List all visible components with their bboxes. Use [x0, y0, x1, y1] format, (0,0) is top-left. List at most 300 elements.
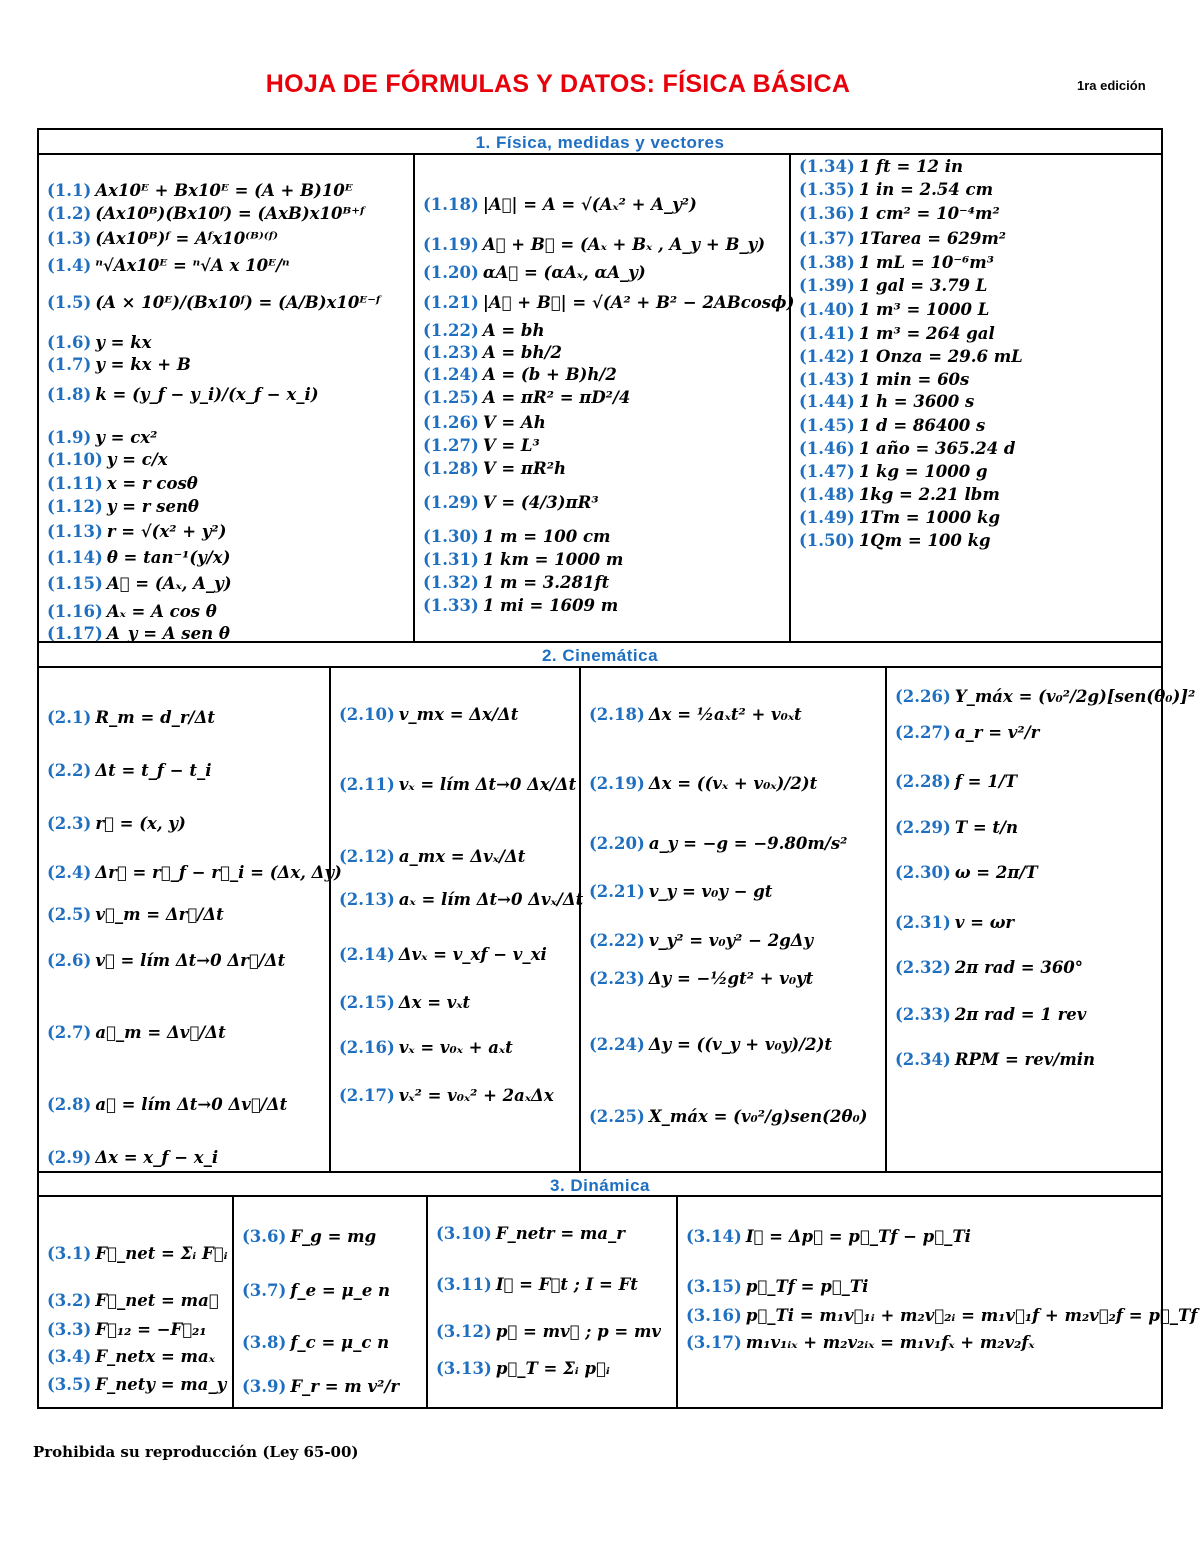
- section-1-col-1: [39, 155, 415, 641]
- formula-row: [47, 1023, 226, 1042]
- formula-number: (1.9): [47, 428, 92, 447]
- formula-row: [339, 847, 525, 866]
- formula-number: (1.33): [423, 596, 479, 615]
- formula-number: (1.36): [799, 204, 855, 223]
- formula-expression: v⃗ = lím Δt→0 Δr⃗/Δt: [95, 951, 286, 970]
- formula-row: [47, 708, 215, 727]
- formula-number: (1.3): [47, 229, 92, 248]
- formula-number: (2.12): [339, 847, 395, 866]
- formula-row: [339, 993, 470, 1012]
- formula-expression: v⃗_m = Δr⃗/Δt: [95, 905, 224, 924]
- formula-row: [47, 1375, 226, 1394]
- formula-expression: 1Tm = 1000 kg: [858, 508, 1000, 527]
- formula-number: (2.21): [589, 882, 645, 901]
- formula-number: (1.15): [47, 574, 103, 593]
- formula-row: [242, 1377, 399, 1396]
- formula-number: (3.14): [686, 1227, 742, 1246]
- formula-expression: T = t/n: [954, 818, 1019, 837]
- formula-expression: |A⃗| = A = √(Aₓ² + A_y²): [482, 195, 697, 214]
- formula-number: (1.31): [423, 550, 479, 569]
- formula-expression: 2π rad = 1 rev: [954, 1005, 1087, 1024]
- formula-number: (1.25): [423, 388, 479, 407]
- formula-expression: a_mx = Δvₓ/Δt: [398, 847, 526, 866]
- formula-row: [895, 723, 1039, 742]
- section-3-col-1: [39, 1197, 234, 1409]
- formula-number: (1.35): [799, 180, 855, 199]
- formula-number: (2.33): [895, 1005, 951, 1024]
- formula-expression: 1 m³ = 264 gal: [858, 324, 995, 343]
- formula-expression: vₓ = v₀ₓ + aₓt: [398, 1038, 513, 1057]
- formula-row: [589, 882, 772, 901]
- section-2-col-2: [331, 668, 584, 1171]
- formula-number: (3.3): [47, 1320, 92, 1339]
- formula-expression: A⃗ + B⃗ = (Aₓ + Bₓ , A_y + B_y): [482, 235, 766, 254]
- formula-expression: 1 d = 86400 s: [858, 416, 986, 435]
- formula-number: (3.13): [436, 1359, 492, 1378]
- formula-expression: A⃗ = (Aₓ, A_y): [106, 574, 232, 593]
- formula-row: [799, 392, 974, 411]
- section-2-col-4: [887, 668, 1196, 1171]
- formula-row: [242, 1281, 390, 1300]
- formula-number: (1.42): [799, 347, 855, 366]
- formula-number: (1.19): [423, 235, 479, 254]
- formula-row: [47, 355, 191, 374]
- formula-row: [47, 602, 217, 621]
- formula-row: [799, 276, 987, 295]
- formula-expression: v_y² = v₀y² − 2gΔy: [648, 931, 814, 950]
- formula-number: (1.1): [47, 181, 92, 200]
- formula-row: [47, 951, 285, 970]
- formula-row: [47, 761, 212, 780]
- formula-expression: Δy = ((v_y + v₀y)/2)t: [648, 1035, 833, 1054]
- formula-expression: 1Qm = 100 kg: [858, 531, 991, 550]
- footer-note: Prohibida su reproducción (Ley 65-00): [33, 1443, 359, 1461]
- formula-number: (2.29): [895, 818, 951, 837]
- formula-number: (1.45): [799, 416, 855, 435]
- formula-row: [47, 229, 278, 248]
- formula-row: [686, 1227, 971, 1246]
- section-3-col-4: [678, 1197, 1198, 1409]
- formula-expression: 1 h = 3600 s: [858, 392, 975, 411]
- formula-sheet: [37, 128, 1198, 1409]
- formula-number: (3.12): [436, 1322, 492, 1341]
- formula-number: (1.49): [799, 508, 855, 527]
- formula-row: [589, 1107, 868, 1126]
- formula-row: [686, 1333, 1035, 1352]
- formula-number: (3.2): [47, 1291, 92, 1310]
- formula-number: (2.31): [895, 913, 951, 932]
- formula-expression: y = cx²: [95, 428, 158, 447]
- formula-row: [895, 687, 1195, 706]
- formula-number: (2.20): [589, 834, 645, 853]
- formula-expression: 2π rad = 360°: [954, 958, 1084, 977]
- formula-row: [423, 293, 794, 312]
- formula-expression: 1 m = 3.281ft: [482, 573, 610, 592]
- formula-expression: 1 mi = 1609 m: [482, 596, 619, 615]
- formula-expression: Ax10ᴱ + Bx10ᴱ = (A + B)10ᴱ: [95, 181, 353, 200]
- formula-number: (2.14): [339, 945, 395, 964]
- formula-row: [799, 531, 991, 550]
- formula-row: [799, 253, 994, 272]
- formula-number: (1.50): [799, 531, 855, 550]
- formula-expression: A = bh/2: [482, 343, 562, 362]
- formula-row: [423, 388, 630, 407]
- formula-expression: F_r = m v²/r: [290, 1377, 400, 1396]
- formula-number: (1.47): [799, 462, 855, 481]
- formula-number: (2.34): [895, 1050, 951, 1069]
- formula-row: [47, 522, 226, 541]
- formula-number: (2.11): [339, 775, 395, 794]
- formula-row: [47, 905, 224, 924]
- formula-expression: 1 km = 1000 m: [482, 550, 624, 569]
- formula-expression: vₓ = lím Δt→0 Δx/Δt: [398, 775, 577, 794]
- formula-row: [799, 485, 1000, 504]
- section-1-col-2: [415, 155, 795, 641]
- formula-number: (1.44): [799, 392, 855, 411]
- section-3-col-3: [428, 1197, 678, 1409]
- section-2-title: 2. Cinemática: [39, 641, 1161, 668]
- formula-number: (2.32): [895, 958, 951, 977]
- formula-expression: y = kx + B: [95, 355, 191, 374]
- formula-row: [895, 863, 1038, 882]
- formula-number: (3.9): [242, 1377, 287, 1396]
- formula-number: (1.43): [799, 370, 855, 389]
- formula-expression: r = √(x² + y²): [106, 522, 227, 541]
- formula-expression: v_y = v₀y − gt: [648, 882, 773, 901]
- formula-expression: I⃗ = F⃗t ; I = Ft: [495, 1275, 638, 1294]
- formula-expression: F⃗_net = ma⃗: [95, 1291, 219, 1310]
- formula-number: (3.10): [436, 1224, 492, 1243]
- formula-number: (1.23): [423, 343, 479, 362]
- formula-expression: 1 año = 365.24 d: [858, 439, 1016, 458]
- formula-number: (1.30): [423, 527, 479, 546]
- formula-row: [895, 958, 1083, 977]
- formula-number: (1.24): [423, 365, 479, 384]
- formula-row: [423, 436, 540, 455]
- formula-row: [799, 229, 1006, 248]
- formula-row: [47, 574, 232, 593]
- formula-row: [423, 413, 546, 432]
- formula-expression: a_y = −g = −9.80m/s²: [648, 834, 848, 853]
- formula-number: (3.4): [47, 1347, 92, 1366]
- formula-row: [339, 945, 547, 964]
- formula-expression: (Ax10ᴮ)ᶠ = Aᶠx10⁽ᴮ⁾⁽ᶠ⁾: [95, 229, 279, 248]
- formula-expression: Δt = t_f − t_i: [95, 761, 212, 780]
- formula-row: [47, 1291, 219, 1310]
- edition-label: 1ra edición: [1077, 78, 1146, 93]
- formula-row: [47, 1148, 218, 1167]
- formula-expression: Δx = ((vₓ + v₀ₓ)/2)t: [648, 774, 818, 793]
- formula-row: [423, 493, 599, 512]
- formula-expression: a⃗ = lím Δt→0 Δv⃗/Δt: [95, 1095, 288, 1114]
- formula-number: (2.13): [339, 890, 395, 909]
- formula-expression: 1 gal = 3.79 L: [858, 276, 988, 295]
- formula-expression: A = (b + B)h/2: [482, 365, 617, 384]
- formula-row: [436, 1275, 638, 1294]
- formula-expression: 1 m = 100 cm: [482, 527, 611, 546]
- formula-number: (2.28): [895, 772, 951, 791]
- formula-row: [339, 775, 576, 794]
- formula-row: [47, 1095, 287, 1114]
- formula-expression: F_netx = maₓ: [95, 1347, 215, 1366]
- formula-expression: V = L³: [482, 436, 540, 455]
- formula-number: (2.19): [589, 774, 645, 793]
- formula-number: (2.2): [47, 761, 92, 780]
- formula-expression: I⃗ = Δp⃗ = p⃗_Tf − p⃗_Ti: [745, 1227, 971, 1246]
- page-title: HOJA DE FÓRMULAS Y DATOS: FÍSICA BÁSICA: [265, 70, 851, 98]
- formula-expression: F_netr = ma_r: [495, 1224, 625, 1243]
- formula-number: (1.40): [799, 300, 855, 319]
- formula-number: (1.22): [423, 321, 479, 340]
- formula-number: (2.4): [47, 863, 92, 882]
- formula-number: (1.29): [423, 493, 479, 512]
- section-3-title: 3. Dinámica: [39, 1171, 1161, 1197]
- formula-expression: F⃗_net = Σᵢ F⃗ᵢ: [95, 1244, 228, 1263]
- formula-row: [895, 772, 1017, 791]
- formula-number: (2.18): [589, 705, 645, 724]
- formula-number: (3.1): [47, 1244, 92, 1263]
- formula-number: (2.27): [895, 723, 951, 742]
- formula-expression: (Ax10ᴮ)(Bx10ᶠ) = (AxB)x10ᴮ⁺ᶠ: [95, 204, 365, 223]
- formula-expression: RPM = rev/min: [954, 1050, 1096, 1069]
- formula-row: [423, 365, 617, 384]
- formula-expression: vₓ² = v₀ₓ² + 2aₓΔx: [398, 1086, 554, 1105]
- formula-number: (1.38): [799, 253, 855, 272]
- formula-row: [47, 181, 353, 200]
- formula-row: [895, 1005, 1086, 1024]
- formula-expression: A_y = A sen θ: [106, 624, 230, 643]
- formula-expression: αA⃗ = (αAₓ, αA_y): [482, 263, 646, 282]
- formula-expression: y = c/x: [106, 450, 168, 469]
- formula-expression: v = ωr: [954, 913, 1015, 932]
- formula-number: (1.5): [47, 293, 92, 312]
- formula-number: (2.17): [339, 1086, 395, 1105]
- formula-row: [799, 508, 1000, 527]
- formula-expression: p⃗_T = Σᵢ p⃗ᵢ: [495, 1359, 610, 1378]
- formula-expression: Δx = x_f − x_i: [95, 1148, 219, 1167]
- formula-row: [47, 1244, 228, 1263]
- formula-number: (3.17): [686, 1333, 742, 1352]
- formula-expression: v_mx = Δx/Δt: [398, 705, 519, 724]
- formula-number: (1.21): [423, 293, 479, 312]
- formula-number: (1.18): [423, 195, 479, 214]
- formula-row: [589, 774, 817, 793]
- formula-number: (1.16): [47, 602, 103, 621]
- formula-number: (2.3): [47, 814, 92, 833]
- formula-expression: X_máx = (v₀²/g)sen(2θ₀): [648, 1107, 868, 1126]
- formula-row: [436, 1359, 610, 1378]
- formula-number: (1.34): [799, 157, 855, 176]
- formula-row: [339, 705, 518, 724]
- formula-number: (1.27): [423, 436, 479, 455]
- formula-number: (1.20): [423, 263, 479, 282]
- formula-row: [799, 347, 1023, 366]
- formula-expression: y = r senθ: [106, 497, 199, 516]
- formula-expression: A = bh: [482, 321, 545, 340]
- formula-number: (1.48): [799, 485, 855, 504]
- formula-number: (1.8): [47, 385, 92, 404]
- formula-number: (1.10): [47, 450, 103, 469]
- formula-expression: p⃗_Ti = m₁v⃗₁ᵢ + m₂v⃗₂ᵢ = m₁v⃗₁f + m₂v⃗₂f = p⃗_Tf: [745, 1306, 1198, 1325]
- formula-row: [242, 1333, 389, 1352]
- formula-row: [47, 333, 152, 352]
- formula-row: [799, 157, 963, 176]
- formula-expression: k = (y_f − y_i)/(x_f − x_i): [95, 385, 319, 404]
- formula-number: (2.10): [339, 705, 395, 724]
- formula-expression: 1 mL = 10⁻⁶m³: [858, 253, 994, 272]
- formula-expression: Δx = ½aₓt² + v₀ₓt: [648, 705, 802, 724]
- formula-expression: V = Ah: [482, 413, 546, 432]
- formula-row: [47, 256, 290, 275]
- formula-row: [895, 1050, 1095, 1069]
- formula-expression: F⃗₁₂ = −F⃗₂₁: [95, 1320, 207, 1339]
- formula-expression: F_nety = ma_y: [95, 1375, 227, 1394]
- formula-number: (2.16): [339, 1038, 395, 1057]
- formula-number: (1.11): [47, 474, 103, 493]
- formula-number: (2.8): [47, 1095, 92, 1114]
- formula-number: (1.17): [47, 624, 103, 643]
- formula-row: [436, 1224, 625, 1243]
- formula-row: [47, 1347, 215, 1366]
- formula-row: [339, 1086, 554, 1105]
- formula-row: [47, 548, 230, 567]
- formula-row: [423, 527, 611, 546]
- formula-expression: 1kg = 2.21 lbm: [858, 485, 1000, 504]
- formula-row: [589, 969, 813, 988]
- formula-expression: p⃗_Tf = p⃗_Ti: [745, 1277, 869, 1296]
- formula-number: (3.11): [436, 1275, 492, 1294]
- formula-number: (3.16): [686, 1306, 742, 1325]
- formula-row: [895, 818, 1018, 837]
- formula-row: [589, 931, 813, 950]
- formula-row: [423, 596, 618, 615]
- section-1-col-3: [791, 155, 1161, 641]
- formula-number: (2.22): [589, 931, 645, 950]
- formula-row: [423, 321, 544, 340]
- formula-row: [799, 204, 1000, 223]
- formula-row: [47, 863, 342, 882]
- formula-expression: y = kx: [95, 333, 152, 352]
- formula-expression: Δx = vₓt: [398, 993, 471, 1012]
- formula-expression: Δy = −½gt² + v₀yt: [648, 969, 814, 988]
- section-3-col-2: [234, 1197, 428, 1409]
- formula-number: (1.26): [423, 413, 479, 432]
- formula-row: [686, 1306, 1197, 1325]
- formula-number: (2.30): [895, 863, 951, 882]
- formula-number: (2.23): [589, 969, 645, 988]
- formula-row: [895, 913, 1014, 932]
- formula-row: [686, 1277, 868, 1296]
- formula-expression: R_m = d_r/Δt: [95, 708, 215, 727]
- formula-row: [423, 343, 562, 362]
- formula-row: [47, 814, 186, 833]
- formula-number: (1.14): [47, 548, 103, 567]
- formula-expression: f_c = μ_c n: [290, 1333, 390, 1352]
- formula-expression: 1 in = 2.54 cm: [858, 180, 994, 199]
- formula-row: [47, 497, 199, 516]
- formula-expression: 1 cm² = 10⁻⁴m²: [858, 204, 1000, 223]
- formula-row: [799, 180, 993, 199]
- formula-row: [47, 428, 157, 447]
- formula-number: (1.41): [799, 324, 855, 343]
- formula-expression: 1 Onza = 29.6 mL: [858, 347, 1023, 366]
- formula-expression: V = (4/3)πR³: [482, 493, 599, 512]
- formula-expression: a⃗_m = Δv⃗/Δt: [95, 1023, 226, 1042]
- section-2-col-1: [39, 668, 342, 1171]
- formula-row: [423, 195, 697, 214]
- formula-expression: f_e = μ_e n: [290, 1281, 391, 1300]
- formula-row: [799, 462, 988, 481]
- formula-number: (2.26): [895, 687, 951, 706]
- formula-number: (1.12): [47, 497, 103, 516]
- formula-expression: 1 min = 60s: [858, 370, 970, 389]
- formula-row: [339, 890, 583, 909]
- formula-row: [799, 370, 969, 389]
- formula-expression: Aₓ = A cos θ: [106, 602, 217, 621]
- formula-expression: V = πR²h: [482, 459, 566, 478]
- formula-number: (2.1): [47, 708, 92, 727]
- formula-expression: Δr⃗ = r⃗_f − r⃗_i = (Δx, Δy): [95, 863, 342, 882]
- formula-expression: Δvₓ = v_xf − v_xi: [398, 945, 547, 964]
- formula-expression: ω = 2π/T: [954, 863, 1038, 882]
- formula-number: (1.32): [423, 573, 479, 592]
- formula-row: [799, 300, 989, 319]
- formula-row: [423, 573, 609, 592]
- formula-number: (2.25): [589, 1107, 645, 1126]
- section-1-title: 1. Física, medidas y vectores: [39, 130, 1161, 155]
- formula-expression: aₓ = lím Δt→0 Δvₓ/Δt: [398, 890, 584, 909]
- formula-number: (1.4): [47, 256, 92, 275]
- formula-row: [47, 450, 168, 469]
- formula-row: [47, 1320, 207, 1339]
- formula-number: (3.5): [47, 1375, 92, 1394]
- formula-row: [423, 459, 566, 478]
- formula-expression: 1 kg = 1000 g: [858, 462, 988, 481]
- formula-row: [589, 1035, 832, 1054]
- formula-expression: 1 ft = 12 in: [858, 157, 964, 176]
- formula-number: (1.6): [47, 333, 92, 352]
- formula-expression: m₁v₁ᵢₓ + m₂v₂ᵢₓ = m₁v₁fₓ + m₂v₂fₓ: [745, 1333, 1035, 1352]
- formula-number: (1.2): [47, 204, 92, 223]
- formula-number: (1.39): [799, 276, 855, 295]
- formula-expression: F_g = mg: [290, 1227, 377, 1246]
- section-2-col-3: [581, 668, 887, 1171]
- formula-expression: (A × 10ᴱ)/(Bx10ᶠ) = (A/B)x10ᴱ⁻ᶠ: [95, 293, 381, 312]
- formula-number: (3.6): [242, 1227, 287, 1246]
- formula-expression: 1Tarea = 629m²: [858, 229, 1007, 248]
- formula-expression: θ = tan⁻¹(y/x): [106, 548, 231, 567]
- formula-row: [423, 550, 623, 569]
- formula-row: [423, 263, 646, 282]
- formula-expression: A = πR² = πD²/4: [482, 388, 631, 407]
- formula-number: (1.13): [47, 522, 103, 541]
- formula-row: [242, 1227, 376, 1246]
- formula-number: (1.37): [799, 229, 855, 248]
- formula-expression: ⁿ√Ax10ᴱ = ⁿ√A x 10ᴱ/ⁿ: [95, 256, 290, 275]
- formula-expression: Y_máx = (v₀²/2g)[sen(θ₀)]²: [954, 687, 1196, 706]
- formula-expression: 1 m³ = 1000 L: [858, 300, 990, 319]
- formula-expression: p⃗ = mv⃗ ; p = mv: [495, 1322, 661, 1341]
- formula-number: (2.15): [339, 993, 395, 1012]
- formula-row: [339, 1038, 513, 1057]
- formula-row: [589, 834, 847, 853]
- formula-row: [47, 204, 364, 223]
- formula-number: (2.9): [47, 1148, 92, 1167]
- formula-row: [799, 439, 1015, 458]
- formula-number: (2.6): [47, 951, 92, 970]
- formula-expression: a_r = v²/r: [954, 723, 1040, 742]
- formula-row: [589, 705, 802, 724]
